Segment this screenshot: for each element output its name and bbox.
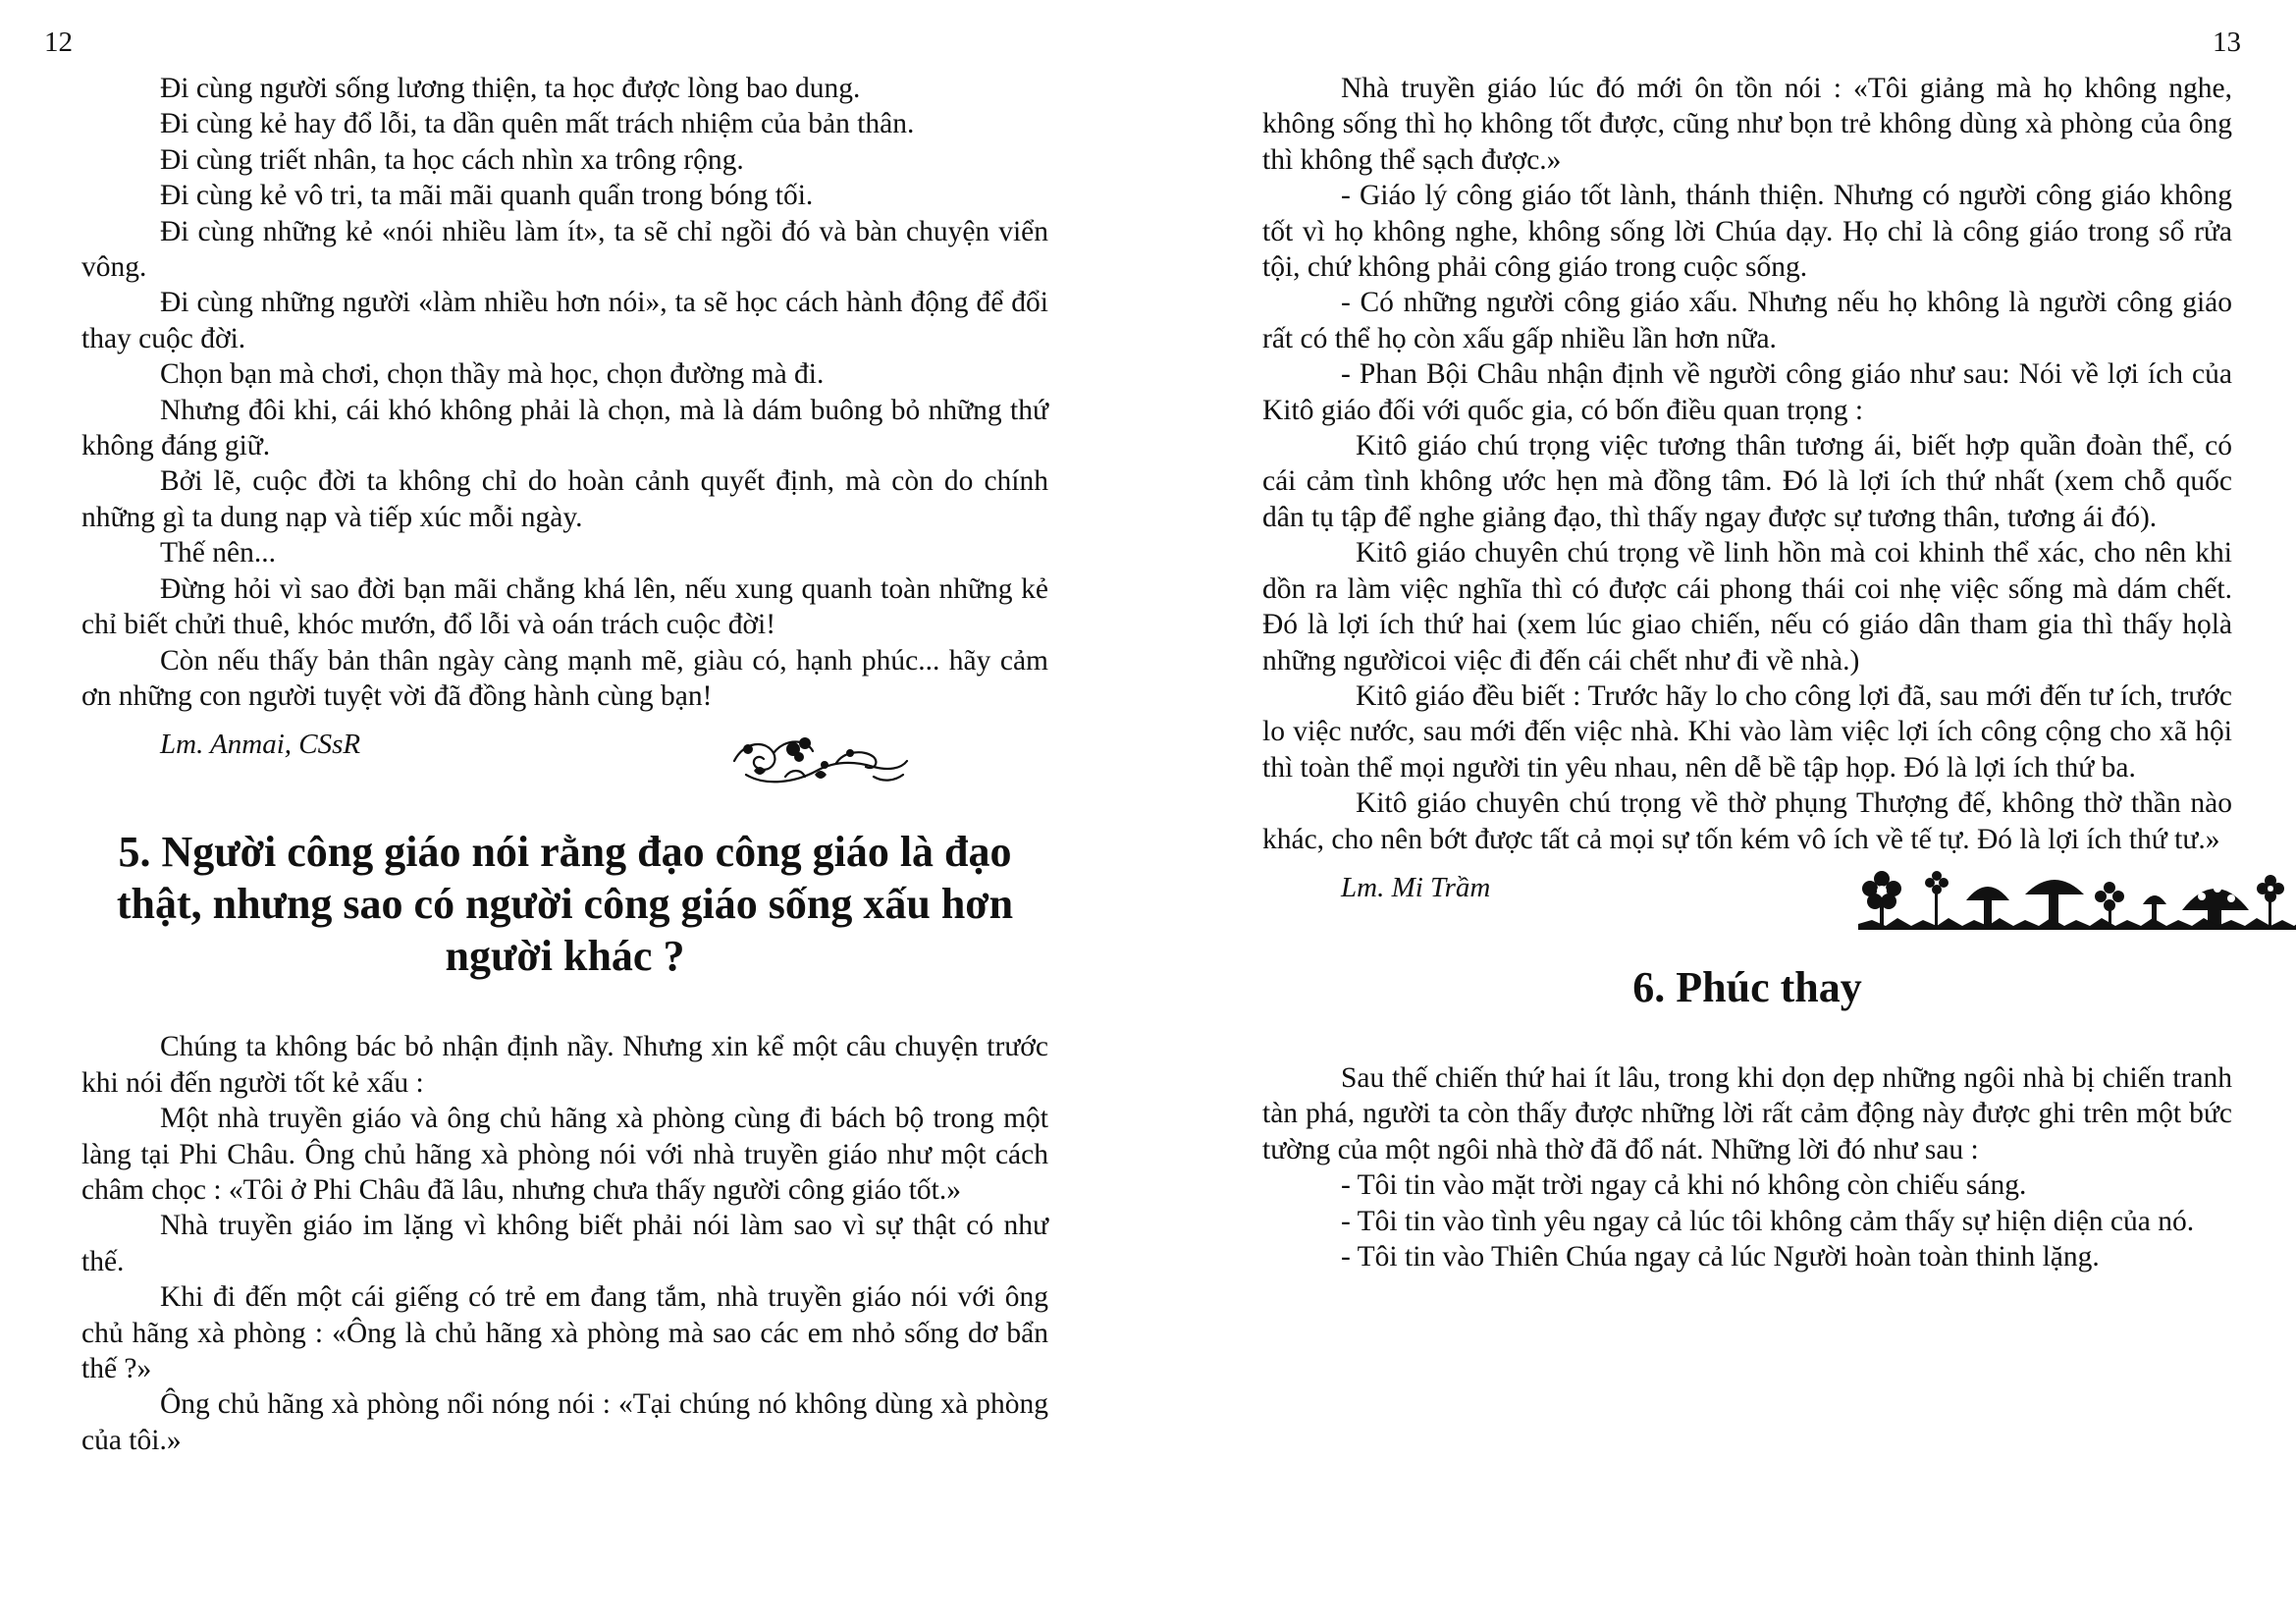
left-page-text-column <box>81 71 1048 1458</box>
page-number-right: 13 <box>2213 27 2241 58</box>
paragraph: Đi cùng kẻ hay đổ lỗi, ta dần quên mất trách nhiệm của bản thân. <box>160 108 915 140</box>
paragraph: Thế nên... <box>160 537 276 569</box>
paragraph: Đừng hỏi vì sao đời bạn mãi chẳng khá lên, nếu xung quanh toàn những kẻ chỉ biết chửi thuê, khóc mướn, đổ lỗi và oán trách cuộc đời! <box>81 572 1048 641</box>
paragraph: - Tôi tin vào mặt trời ngay cả khi nó không còn chiếu sáng. <box>1341 1169 2027 1202</box>
paragraph: Nhà truyền giáo im lặng vì không biết phải nói làm sao vì sự thật có như thế. <box>81 1210 1048 1277</box>
paragraph: - Giáo lý công giáo tốt lành, thánh thiện. Nhưng có người công giáo không tốt vì họ không nghe, không sống lời Chúa dạy. Họ chỉ là công giáo trong sổ rửa tội, chứ không phải công giáo trong cuộc sống. <box>1262 180 2232 284</box>
paragraph: Ông chủ hãng xà phòng nổi nóng nói : «Tại chúng nó không dùng xà phòng của tôi.» <box>81 1388 1048 1456</box>
quoted-paragraph: Kitô giáo chuyên chú trọng về linh hồn mà coi khinh thể xác, cho nên khi dồn ra làm việc nghĩa thì có được cái phong thái coi nhẹ việc sống mà dám chết. Đó là lợi ích thứ hai (xem lúc giao chiến, nếu có giáo dân tham gia thì thấy họlà những ngườicoi việc đi đến cái chết như đi về nhà.) <box>1262 537 2232 677</box>
paragraph: Đi cùng triết nhân, ta học cách nhìn xa trông rộng. <box>160 143 744 176</box>
floral-scroll-ornament-icon <box>726 731 913 788</box>
paragraph: Đi cùng người sống lương thiện, ta học được lòng bao dung. <box>160 73 861 104</box>
paragraph: Chúng ta không bác bỏ nhận định nầy. Nhưng xin kể một câu chuyện trước khi nói đến người tốt kẻ xấu : <box>81 1031 1048 1099</box>
paragraph: Còn nếu thấy bản thân ngày càng mạnh mẽ, giàu có, hạnh phúc... hãy cảm ơn những con người tuyệt vời đã đồng hành cùng bạn! <box>81 644 1048 712</box>
right-page <box>1148 0 2296 1624</box>
paragraph: Đi cùng những kẻ «nói nhiều làm ít», ta sẽ chỉ ngồi đó và bàn chuyện viển vông. <box>81 215 1048 284</box>
quoted-paragraph: Kitô giáo đều biết : Trước hãy lo cho công lợi đã, sau mới đến tư ích, trước lo việc nước, sau mới đến việc nhà. Khi vào làm việc lợi ích công cộng cho xã hội thì toàn thể mọi người tin yêu nhau, nên dễ bề tập họp. Đó là lợi ích thứ ba. <box>1262 679 2232 784</box>
paragraph: Bởi lẽ, cuộc đời ta không chỉ do hoàn cảnh quyết định, mà còn do chính những gì ta dung nạp và tiếp xúc mỗi ngày. <box>81 465 1048 533</box>
paragraph: - Phan Bội Châu nhận định về người công giáo như sau: Nói về lợi ích của Kitô giáo đối với quốc gia, có bốn điều quan trọng : <box>1262 358 2232 426</box>
section-title-5: 5. Người công giáo nói rằng đạo công giáo là đạo thật, nhưng sao có người công giáo sống xấu hơn người khác ? <box>116 828 1014 981</box>
paragraph: Đi cùng kẻ vô tri, ta mãi mãi quanh quẩn trong bóng tối. <box>160 180 814 212</box>
signature-row <box>81 724 1048 779</box>
quoted-paragraph: Kitô giáo chuyên chú trọng về thờ phụng Thượng đế, không thờ thần nào khác, cho nên bớt được tất cả mọi sự tốn kém vô ích về tế tự. Đó là lợi ích thứ tư.» <box>1262 787 2232 855</box>
paragraph: - Tôi tin vào tình yêu ngay cả lúc tôi không cảm thấy sự hiện diện của nó. <box>1341 1205 2195 1237</box>
paragraph: Chọn bạn mà chơi, chọn thầy mà học, chọn đường mà đi. <box>160 358 825 391</box>
author-signature: Lm. Mi Trầm <box>1341 871 1491 903</box>
section-title-6: 6. Phúc thay <box>1632 962 1862 1011</box>
paragraph: Sau thế chiến thứ hai ít lâu, trong khi dọn dẹp những ngôi nhà bị chiến tranh tàn phá, người ta còn thấy được những lời rất cảm động này được ghi trên một bức tường của một ngôi nhà thờ đã đổ nát. Những lời đó như sau : <box>1262 1061 2232 1165</box>
flower-mushroom-border-ornament-icon <box>1858 861 2296 932</box>
paragraph: Nhưng đôi khi, cái khó không phải là chọn, mà là dám buông bỏ những thứ không đáng giữ. <box>81 394 1048 462</box>
page-number-left: 12 <box>44 27 73 58</box>
paragraph: Nhà truyền giáo lúc đó mới ôn tồn nói : «Tôi giảng mà họ không nghe, không sống thì họ không tốt được, cũng như bọn trẻ không dùng xà phòng của ông thì không thể sạch được.» <box>1262 73 2232 176</box>
quoted-paragraph: Kitô giáo chú trọng việc tương thân tương ái, biết hợp quần đoàn thể, có cái cảm tình không ước hẹn mà đồng tâm. Đó là lợi ích thứ nhất (xem chỗ quốc dân tụ tập để nghe giảng đạo, thì thấy ngay được sự tương thân, tương ái đó). <box>1262 430 2232 533</box>
paragraph: - Có những người công giáo xấu. Nhưng nếu họ không là người công giáo rất có thể họ còn xấu gấp nhiều lần hơn nữa. <box>1262 287 2232 354</box>
paragraph: Một nhà truyền giáo và ông chủ hãng xà phòng cùng đi bách bộ trong một làng tại Phi Châu. Ông chủ hãng xà phòng nói với nhà truyền giáo như một cách châm chọc : «Tôi ở Phi Châu đã lâu, nhưng chưa thấy người công giáo tốt.» <box>81 1103 1048 1206</box>
paragraph: Khi đi đến một cái giếng có trẻ em đang tắm, nhà truyền giáo nói với ông chủ hãng xà phòng : «Ông là chủ hãng xà phòng mà sao các em nhỏ sống dơ bẩn thế ?» <box>81 1281 1048 1384</box>
author-signature: Lm. Anmai, CSsR <box>160 729 361 761</box>
paragraph: - Tôi tin vào Thiên Chúa ngay cả lúc Người hoàn toàn thinh lặng. <box>1341 1240 2100 1272</box>
signature-row <box>1262 867 2232 922</box>
paragraph: Đi cùng những người «làm nhiều hơn nói», ta sẽ học cách hành động để đổi thay cuộc đời. <box>81 287 1048 354</box>
right-page-text-column <box>1262 71 2232 1274</box>
